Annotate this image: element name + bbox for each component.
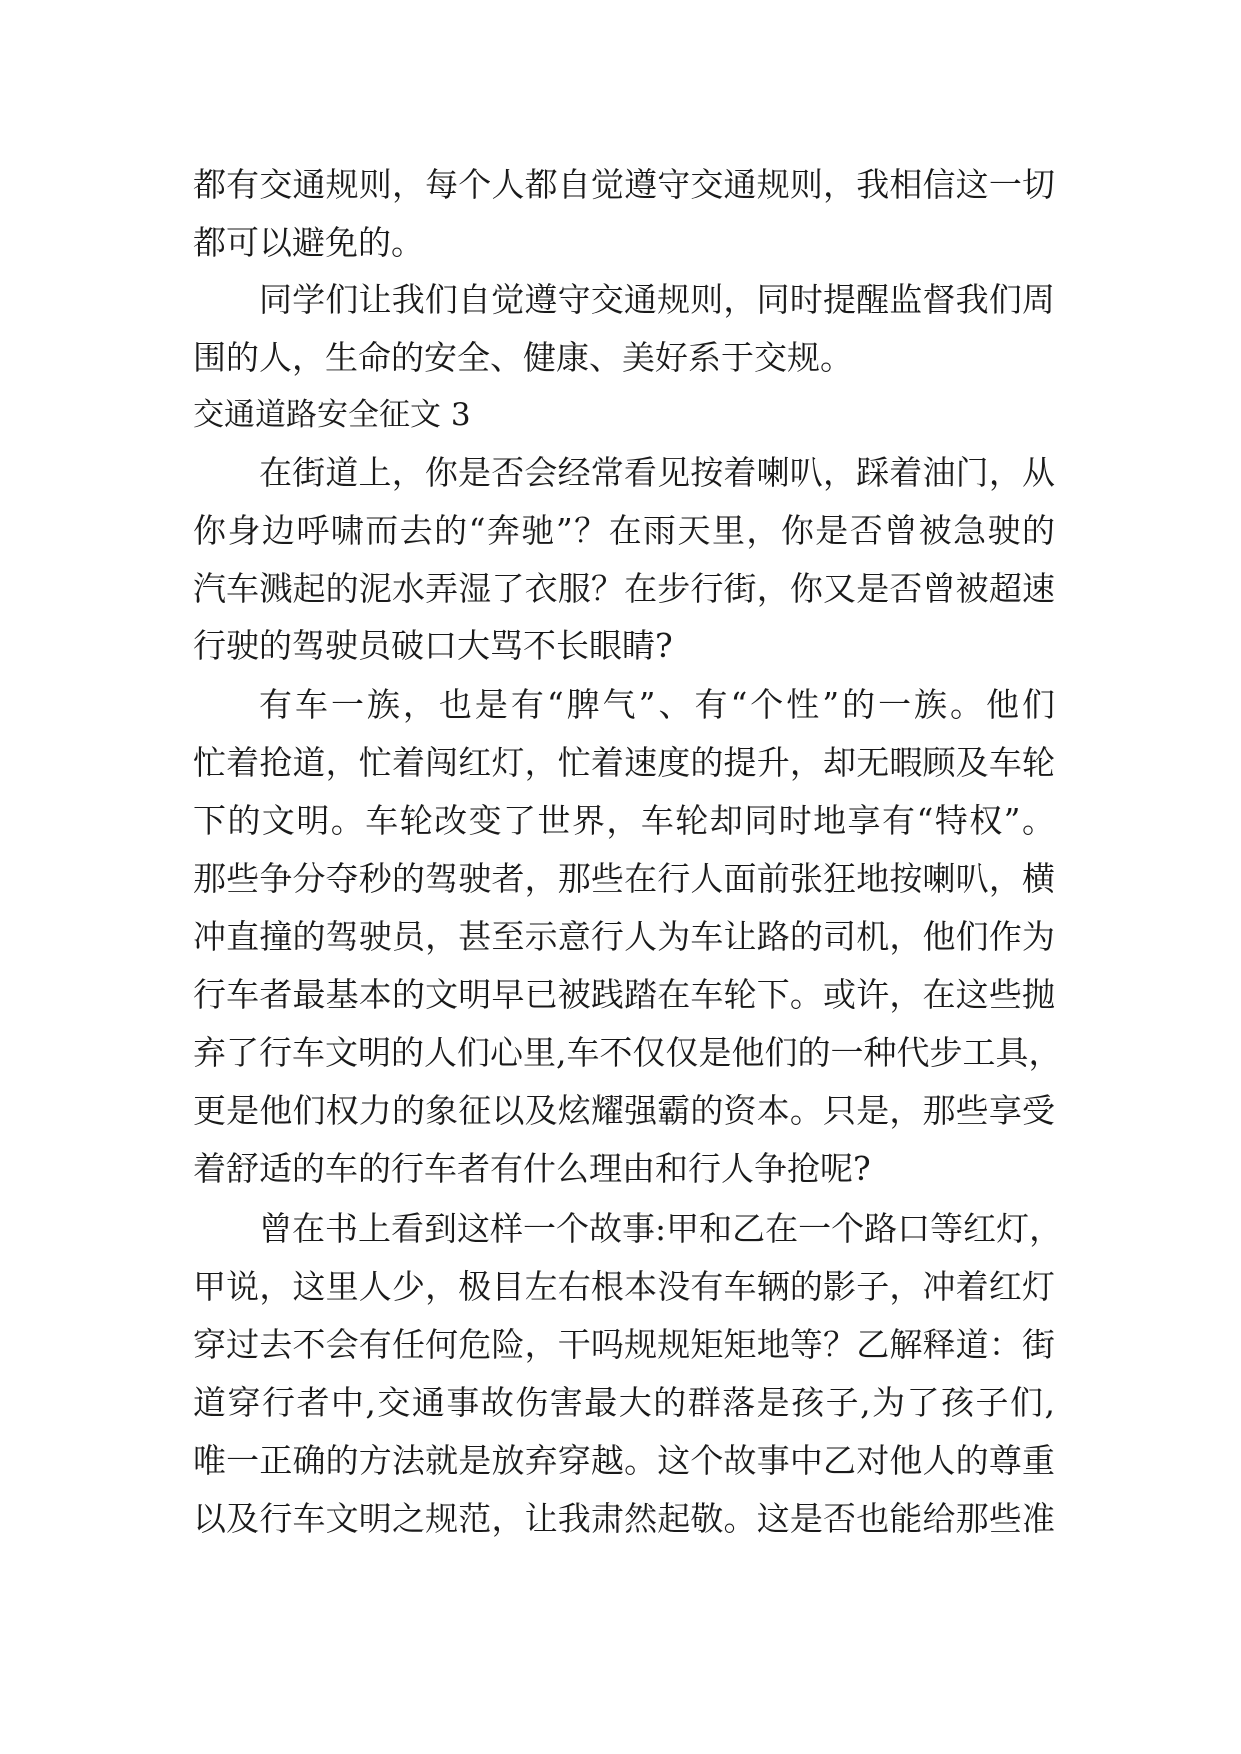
text-line: 都可以避免的。 — [193, 223, 424, 262]
section-heading: 交通道路安全征文 3 — [193, 397, 471, 433]
paragraph-first-line: 同学们让我们自觉遵守交通规则，同时提醒监督我们周 — [259, 280, 1055, 319]
text-line: 唯一正确的方法就是放弃穿越。这个故事中乙对他人的尊重 — [193, 1441, 1055, 1480]
text-line: 穿过去不会有任何危险，干吗规规矩矩地等？乙解释道：街 — [193, 1325, 1055, 1364]
text-line: 着舒适的车的行车者有什么理由和行人争抢呢? — [193, 1149, 871, 1188]
text-line: 汽车溅起的泥水弄湿了衣服？在步行街，你又是否曾被超速 — [193, 569, 1055, 608]
text-line: 围的人，生命的安全、健康、美好系于交规。 — [193, 338, 853, 377]
text-line: 忙着抢道，忙着闯红灯，忙着速度的提升，却无暇顾及车轮 — [193, 743, 1055, 782]
text-line: 下的文明。车轮改变了世界，车轮却同时地享有“特权”。 — [193, 801, 1055, 840]
text-line: 行车者最基本的文明早已被践踏在车轮下。或许，在这些抛 — [193, 975, 1055, 1014]
text-line: 那些争分夺秒的驾驶者，那些在行人面前张狂地按喇叭，横 — [193, 859, 1055, 898]
text-line: 甲说，这里人少，极目左右根本没有车辆的影子，冲着红灯 — [193, 1267, 1055, 1306]
text-line: 都有交通规则，每个人都自觉遵守交通规则，我相信这一切 — [193, 165, 1055, 204]
text-line: 以及行车文明之规范，让我肃然起敬。这是否也能给那些准 — [193, 1499, 1055, 1538]
text-line: 行驶的驾驶员破口大骂不长眼睛? — [193, 626, 673, 665]
paragraph-first-line: 有车一族，也是有“脾气”、有“个性”的一族。他们 — [259, 685, 1055, 724]
text-line: 你身边呼啸而去的“奔驰”？在雨天里，你是否曾被急驶的 — [193, 511, 1055, 550]
text-line: 道穿行者中,交通事故伤害最大的群落是孩子,为了孩子们, — [193, 1383, 1055, 1422]
text-line: 冲直撞的驾驶员，甚至示意行人为车让路的司机，他们作为 — [193, 917, 1055, 956]
paragraph-first-line: 曾在书上看到这样一个故事:甲和乙在一个路口等红灯， — [259, 1209, 1063, 1248]
text-line: 更是他们权力的象征以及炫耀强霸的资本。只是，那些享受 — [193, 1091, 1055, 1130]
text-line: 弃了行车文明的人们心里,车不仅仅是他们的一种代步工具， — [193, 1033, 1062, 1072]
paragraph-first-line: 在街道上，你是否会经常看见按着喇叭，踩着油门，从 — [259, 453, 1055, 492]
